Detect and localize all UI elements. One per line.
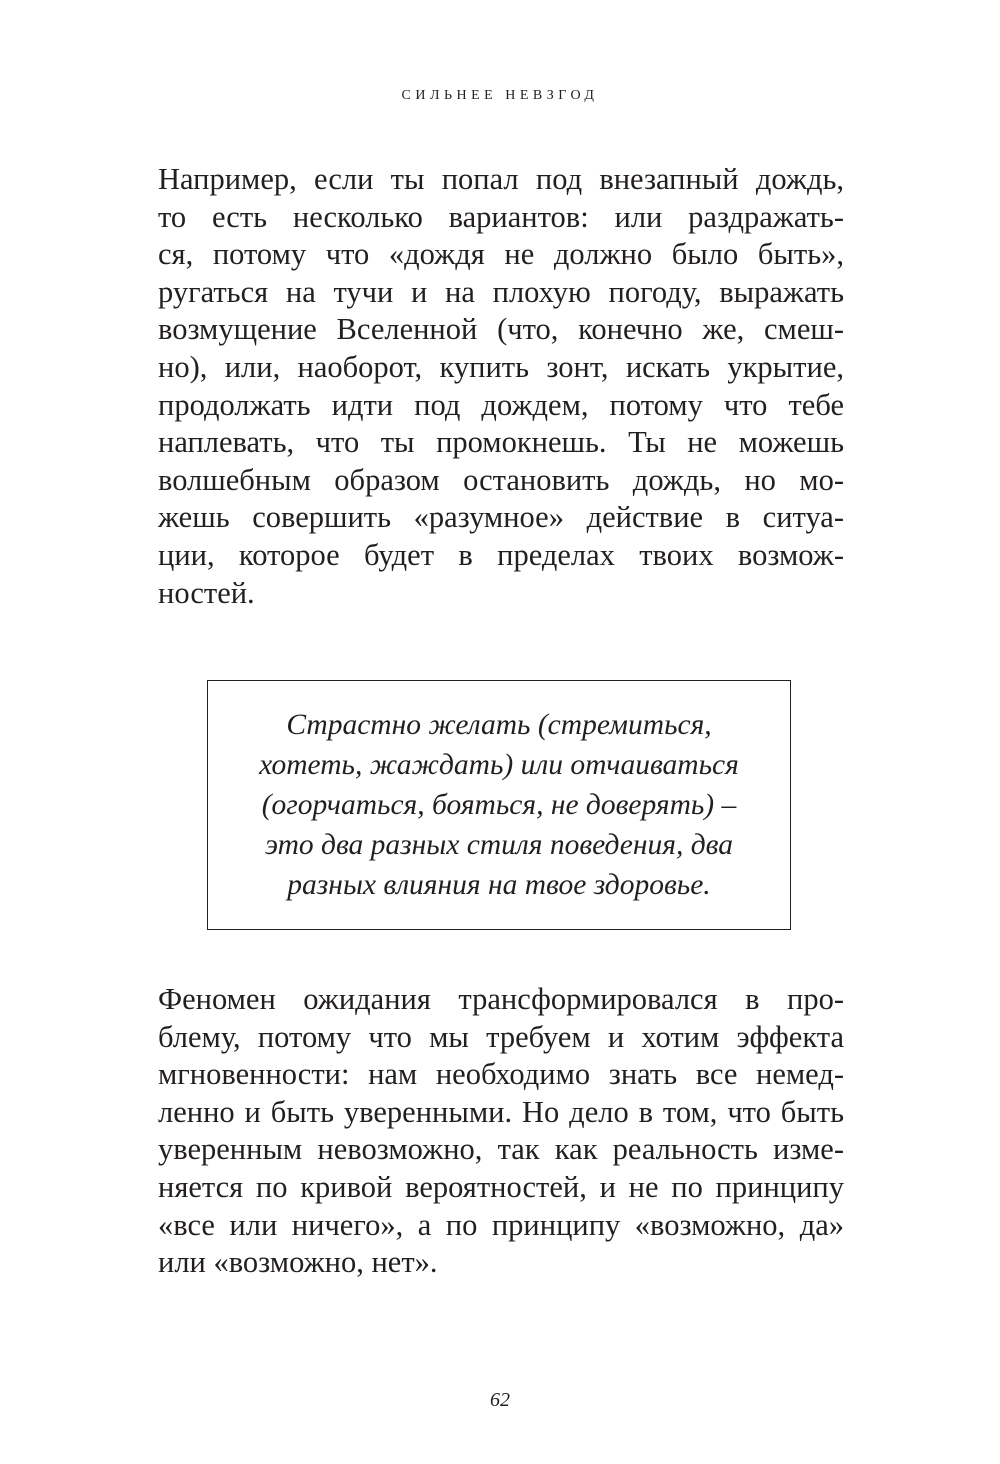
page-number: 62: [490, 1389, 510, 1411]
text-line: уверенным невозможно, так как реальность изме-: [158, 1132, 844, 1167]
text-line: Например, если ты попал под внезапный дождь,: [158, 162, 844, 196]
text-line: ции, которое будет в пределах твоих возмож-: [158, 537, 844, 572]
quote-line: разных влияния на твое здоровье.: [287, 869, 711, 901]
quote-line: хотеть, жаждать) или отчаиваться: [259, 749, 739, 781]
quote-line: это два разных стиля поведения, два: [264, 829, 734, 861]
text-line: возмущение Вселенной (что, конечно же, смеш-: [158, 312, 844, 347]
running-head: СИЛЬНЕЕ НЕВЗГОД: [401, 88, 599, 103]
text-line: мгновенности: нам необходимо знать все немед-: [158, 1057, 844, 1092]
text-line: продолжать идти под дождем, потому что тебе: [158, 387, 844, 422]
text-line: ностей.: [158, 575, 255, 610]
text-line: или «возможно, нет».: [158, 1245, 438, 1280]
quote-line: Страстно желать (стремиться,: [286, 709, 712, 741]
text-line: ругаться на тучи и на плохую погоду, выражать: [158, 274, 844, 309]
text-line: няется по кривой вероятностей, и не по принципу: [158, 1169, 844, 1204]
body-paragraph-1: [158, 161, 844, 612]
text-line: «все или ничего», а по принципу «возможно, да»: [158, 1207, 844, 1242]
text-line: жешь совершить «разумное» действие в ситуа-: [158, 500, 844, 535]
text-line: Феномен ожидания трансформировался в про-: [158, 982, 844, 1016]
text-line: ленно и быть уверенными. Но дело в том, что быть: [158, 1094, 844, 1129]
pull-quote-box: [207, 680, 791, 930]
text-line: волшебным образом остановить дождь, но мо-: [158, 462, 844, 497]
pull-quote-text: [208, 705, 790, 905]
text-line: наплевать, что ты промокнешь. Ты не можешь: [158, 425, 844, 460]
text-line: ся, потому что «дождя не должно было быть»,: [158, 237, 844, 272]
text-line: то есть несколько вариантов: или раздражать-: [158, 199, 844, 234]
text-line: блему, потому что мы требуем и хотим эффекта: [158, 1019, 844, 1054]
text-line: но), или, наоборот, купить зонт, искать укрытие,: [158, 349, 844, 384]
quote-line: (огорчаться, бояться, не доверять) –: [261, 789, 737, 821]
body-paragraph-2: [158, 981, 844, 1282]
